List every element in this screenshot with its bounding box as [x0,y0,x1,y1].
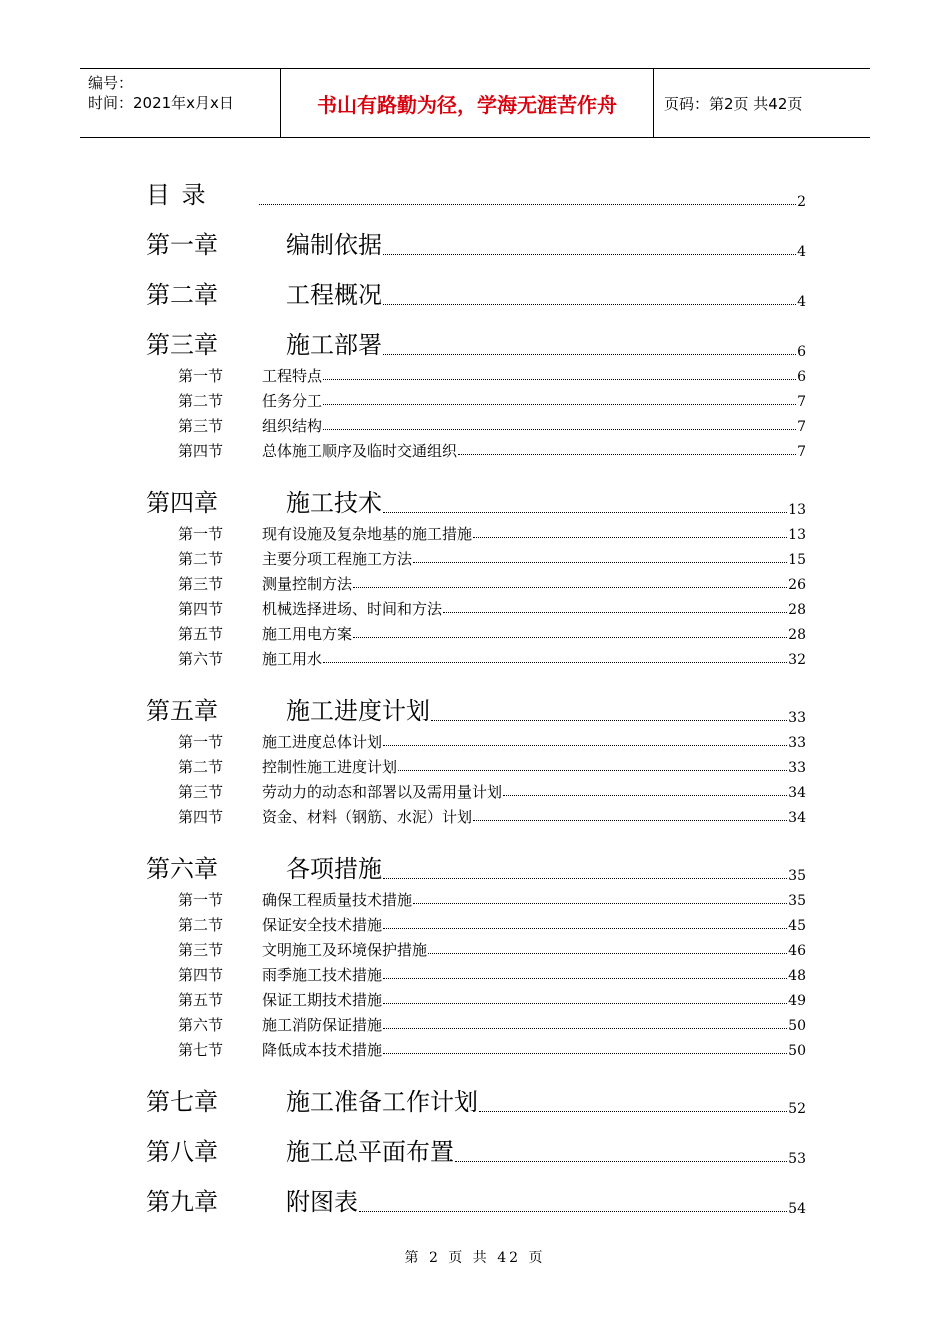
toc-section[interactable] [178,518,806,543]
toc-section-number: 第二节 [178,392,224,410]
leader-dots [383,353,796,355]
leader-dots [383,744,787,746]
toc-section-title: 施工消防保证措施 [262,1016,383,1034]
toc-chapter-page: 33 [788,710,806,726]
leader-dots [455,1160,787,1162]
toc-section-page: 45 [788,918,806,934]
toc-section[interactable] [178,1009,806,1034]
toc-section-number: 第六节 [178,1016,224,1034]
toc-section-page: 26 [788,577,806,593]
toc-section-number: 第三节 [178,417,224,435]
toc-section-title: 总体施工顺序及临时交通组织 [262,442,458,460]
toc-section-title: 文明施工及环境保护措施 [262,941,428,959]
toc-section-page: 15 [788,552,806,568]
toc-section-number: 第二节 [178,916,224,934]
toc-section-number: 第七节 [178,1041,224,1059]
toc-chapter-page: 6 [797,344,806,360]
toc-chapter-title: 施工准备工作计划 [286,1088,478,1116]
toc-section-title: 任务分工 [262,392,323,410]
leader-dots [323,661,787,663]
leader-dots [503,794,787,796]
leader-dots [473,819,787,821]
leader-dots [353,586,787,588]
toc-section-page: 35 [788,893,806,909]
toc-section-title: 测量控制方法 [262,575,353,593]
toc-section-number: 第三节 [178,941,224,959]
toc-section[interactable] [178,909,806,934]
leader-dots [359,1210,787,1212]
toc-chapter-page: 52 [788,1101,806,1117]
leader-dots [323,378,796,380]
toc-section-title: 资金、材料（钢筋、水泥）计划 [262,808,473,826]
toc-section-title: 工程特点 [262,367,323,385]
toc-section[interactable] [178,435,806,460]
spacer [146,668,806,676]
toc-chapter-number: 第七章 [146,1088,218,1116]
spacer [146,460,806,468]
toc-section-title: 组织结构 [262,417,323,435]
toc-chapter-title: 各项措施 [286,855,382,883]
toc-section-page: 34 [788,785,806,801]
toc-section-number: 第四节 [178,600,224,618]
leader-dots [383,303,796,305]
toc-chapter-page: 53 [788,1151,806,1167]
toc-section-number: 第五节 [178,625,224,643]
spacer [146,1059,806,1067]
toc-chapter[interactable] [146,260,806,310]
page-footer: 第 2 页 共 42 页 [404,1250,546,1266]
leader-dots [431,719,787,721]
toc-section-title: 保证工期技术措施 [262,991,383,1009]
toc-chapter-title: 编制依据 [286,231,382,259]
toc-section[interactable] [178,776,806,801]
toc-chapter-page: 13 [788,502,806,518]
toc-section-number: 第五节 [178,991,224,1009]
toc-chapter[interactable] [146,676,806,726]
table-of-contents [146,160,806,1217]
toc-chapter-number: 第四章 [146,489,218,517]
toc-chapter-page: 35 [788,868,806,884]
toc-chapter-title: 施工总平面布置 [286,1138,454,1166]
toc-section-number: 第四节 [178,966,224,984]
leader-dots [259,203,796,205]
toc-section-page: 48 [788,968,806,984]
toc-chapter-number: 第二章 [146,281,218,309]
toc-heading-title: 目 录 [146,181,208,209]
toc-chapter-page: 4 [797,244,806,260]
toc-section-page: 49 [788,993,806,1009]
toc-chapter[interactable] [146,1067,806,1117]
toc-section-number: 第一节 [178,367,224,385]
toc-section-page: 28 [788,627,806,643]
toc-section[interactable] [178,959,806,984]
header-page-info: 页码：第2页 共42页 [664,94,803,113]
leader-dots [413,902,787,904]
toc-section[interactable] [178,618,806,643]
header-meta [80,69,281,137]
leader-dots [323,403,796,405]
toc-section[interactable] [178,751,806,776]
toc-section-title: 主要分项工程施工方法 [262,550,413,568]
toc-chapter[interactable] [146,1167,806,1217]
leader-dots [458,453,796,455]
toc-chapter-title: 施工技术 [286,489,382,517]
toc-section[interactable] [178,568,806,593]
leader-dots [383,511,787,513]
toc-section-page: 33 [788,735,806,751]
toc-section-title: 施工进度总体计划 [262,733,383,751]
leader-dots [323,428,796,430]
toc-section-number: 第二节 [178,758,224,776]
leader-dots [383,877,787,879]
toc-chapter-number: 第五章 [146,697,218,725]
toc-section[interactable] [178,984,806,1009]
toc-chapter-title: 施工进度计划 [286,697,430,725]
leader-dots [353,636,787,638]
toc-section-page: 28 [788,602,806,618]
toc-chapter-title: 附图表 [286,1188,358,1216]
leader-dots [383,253,796,255]
toc-section[interactable] [178,1034,806,1059]
toc-section-title: 劳动力的动态和部署以及需用量计划 [262,783,503,801]
toc-chapter-page: 54 [788,1201,806,1217]
toc-section-page: 6 [797,369,806,385]
toc-section-title: 确保工程质量技术措施 [262,891,413,909]
toc-section-title: 施工用水 [262,650,323,668]
toc-chapter-title: 工程概况 [286,281,382,309]
toc-section-page: 34 [788,810,806,826]
leader-dots [383,1027,787,1029]
leader-dots [443,611,787,613]
header-motto: 书山有路勤为径，学海无涯苦作舟 [281,69,654,137]
toc-section[interactable] [178,643,806,668]
toc-section-number: 第四节 [178,808,224,826]
toc-section[interactable] [178,410,806,435]
toc-section-page: 7 [797,444,806,460]
toc-section[interactable] [178,884,806,909]
toc-section-page: 13 [788,527,806,543]
toc-section[interactable] [178,801,806,826]
toc-section-page: 7 [797,419,806,435]
toc-section-number: 第一节 [178,525,224,543]
spacer [146,826,806,834]
toc-section-number: 第三节 [178,575,224,593]
leader-dots [383,1052,787,1054]
toc-section-title: 机械选择进场、时间和方法 [262,600,443,618]
toc-section-number: 第一节 [178,891,224,909]
toc-chapter-number: 第九章 [146,1188,218,1216]
leader-dots [479,1110,787,1112]
toc-section-page: 32 [788,652,806,668]
toc-section-number: 第三节 [178,783,224,801]
toc-section-title: 现有设施及复杂地基的施工措施 [262,525,473,543]
toc-section-page: 7 [797,394,806,410]
serial-label: 编号： [88,74,134,92]
toc-chapter[interactable] [146,834,806,884]
toc-section[interactable] [178,385,806,410]
toc-chapter-number: 第三章 [146,331,218,359]
toc-chapter[interactable] [146,210,806,260]
leader-dots [413,561,787,563]
time-label: 时间：2021年x月x日 [88,94,234,112]
toc-section-page: 33 [788,760,806,776]
toc-chapter[interactable] [146,1117,806,1167]
toc-chapter-number: 第一章 [146,231,218,259]
leader-dots [383,927,787,929]
toc-section-page: 50 [788,1018,806,1034]
toc-section-page: 46 [788,943,806,959]
toc-section[interactable] [178,360,806,385]
toc-section-number: 第四节 [178,442,224,460]
toc-section-title: 雨季施工技术措施 [262,966,383,984]
toc-section-title: 保证安全技术措施 [262,916,383,934]
toc-section-title: 降低成本技术措施 [262,1041,383,1059]
leader-dots [383,1002,787,1004]
toc-chapter-number: 第六章 [146,855,218,883]
toc-chapter-title: 施工部署 [286,331,382,359]
toc-heading-page: 2 [797,194,806,210]
toc-section-number: 第六节 [178,650,224,668]
toc-chapter[interactable] [146,468,806,518]
toc-chapter-page: 4 [797,294,806,310]
toc-section[interactable] [178,593,806,618]
toc-heading [146,160,806,210]
leader-dots [428,952,787,954]
leader-dots [383,977,787,979]
leader-dots [473,536,787,538]
leader-dots [398,769,787,771]
page-header [80,68,870,138]
toc-section-number: 第一节 [178,733,224,751]
toc-section-title: 施工用电方案 [262,625,353,643]
toc-section[interactable] [178,726,806,751]
toc-section-number: 第二节 [178,550,224,568]
toc-section-page: 50 [788,1043,806,1059]
toc-chapter[interactable] [146,310,806,360]
toc-section-title: 控制性施工进度计划 [262,758,398,776]
toc-section[interactable] [178,543,806,568]
toc-chapter-number: 第八章 [146,1138,218,1166]
toc-section[interactable] [178,934,806,959]
